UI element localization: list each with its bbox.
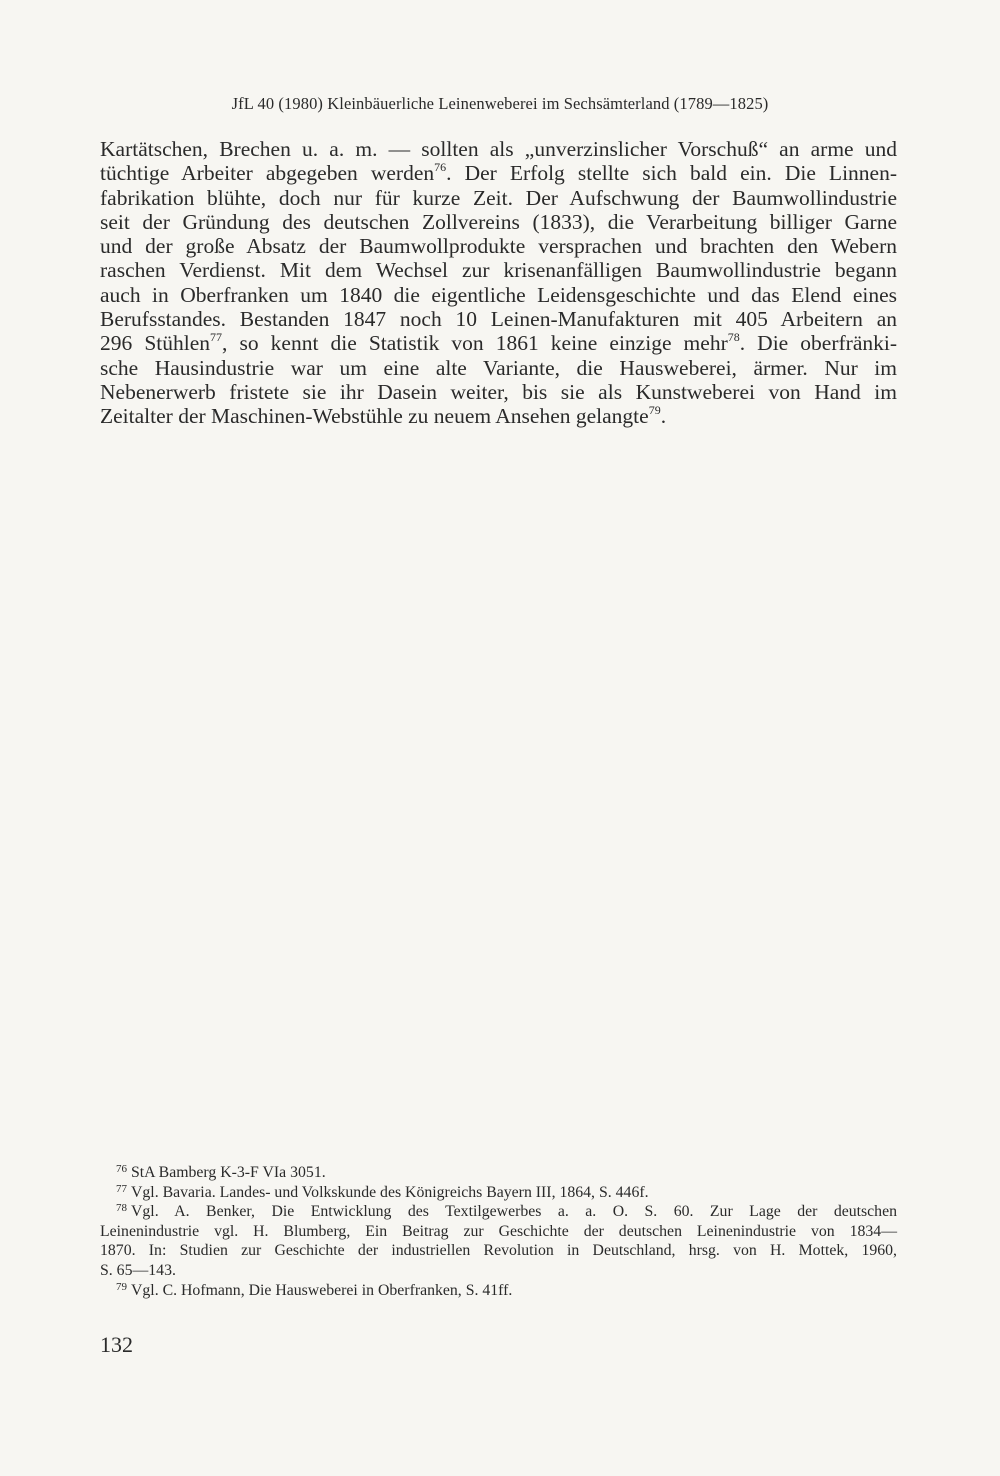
body-line: auch in Oberfranken um 1840 die eigentliche Leidensgeschichte und das Elend eines [100, 282, 897, 307]
body-line: raschen Verdienst. Mit dem Wechsel zur krisenanfälligen Baumwollindustrie begann [100, 258, 897, 283]
body-line: 296 Stühlen$^{77}$, so kennt die Statistik von 1861 keine einzige mehr$^{78}$. Die oberfränki- [100, 330, 897, 356]
body-line: tüchtige Arbeiter abgegeben werden$^{76}$. Der Erfolg stellte sich bald ein. Die Linnen- [100, 160, 897, 186]
body-line: sche Hausindustrie war um eine alte Variante, die Hausweberei, ärmer. Nur im [100, 355, 897, 380]
footnote-ref-77[interactable]: 77 [210, 330, 223, 345]
footnote-number: 76 [116, 1163, 127, 1175]
footnotes [100, 1163, 897, 1300]
footnote-ref-79[interactable]: 79 [648, 403, 661, 418]
running-head: JfL 40 (1980) Kleinbäuerliche Leinenweberei im Sechsämterland (1789—1825) [231, 94, 769, 113]
footnote-number: 79 [116, 1280, 127, 1293]
footnote-78: $^{78}$ Vgl. A. Benker, Die Entwicklung des Textilgewerbes a. a. O. S. 60. Zur Lage der deutschen [116, 1202, 897, 1221]
footnote-78-line: 1870. In: Studien zur Geschichte der industriellen Revolution in Deutschland, hrsg. von H. Mottek, 1960, [100, 1242, 897, 1260]
footnote-78-line: Leinenindustrie vgl. H. Blumberg, Ein Beitrag zur Geschichte der deutschen Leinenindustrie von 1834— [100, 1222, 897, 1240]
body-line: Nebenerwerb fristete sie ihr Dasein weiter, bis sie als Kunstweberei von Hand im [100, 379, 897, 404]
footnote-number: 78 [116, 1202, 127, 1215]
footnote-78-line: S. 65—143. [100, 1261, 176, 1279]
footnote-ref-78[interactable]: 78 [727, 330, 740, 345]
body-line: seit der Gründung des deutschen Zollvereins (1833), die Verarbeitung billiger Garne [100, 209, 897, 234]
body-line: und der große Absatz der Baumwollprodukte versprachen und brachten den Webern [100, 234, 897, 259]
body-line: Kartätschen, Brechen u. a. m. — sollten als „unverzinslicher Vorschuß“ an arme und [100, 137, 897, 161]
body-line: Zeitalter der Maschinen-Webstühle zu neuem Ansehen gelangte$^{79}$. [100, 403, 667, 429]
footnote-ref-76[interactable]: 76 [434, 160, 447, 175]
body-text [100, 137, 897, 429]
page-number: 132 [100, 1332, 133, 1357]
body-line: fabrikation blühte, doch nur für kurze Zeit. Der Aufschwung der Baumwollindustrie [100, 185, 897, 210]
body-line: Berufsstandes. Bestanden 1847 noch 10 Leinen-Manufakturen mit 405 Arbeitern an [100, 307, 897, 332]
footnote-77: $^{77}$ Vgl. Bavaria. Landes- und Volkskunde des Königreichs Bayern III, 1864, S. 446f. [116, 1182, 649, 1201]
footnote-76: $^{76}$ StA Bamberg K-3-F VIa 3051. [116, 1163, 326, 1181]
footnote-79: $^{79}$ Vgl. C. Hofmann, Die Hausweberei in Oberfranken, S. 41ff. [116, 1280, 513, 1299]
footnote-number: 77 [116, 1182, 127, 1195]
